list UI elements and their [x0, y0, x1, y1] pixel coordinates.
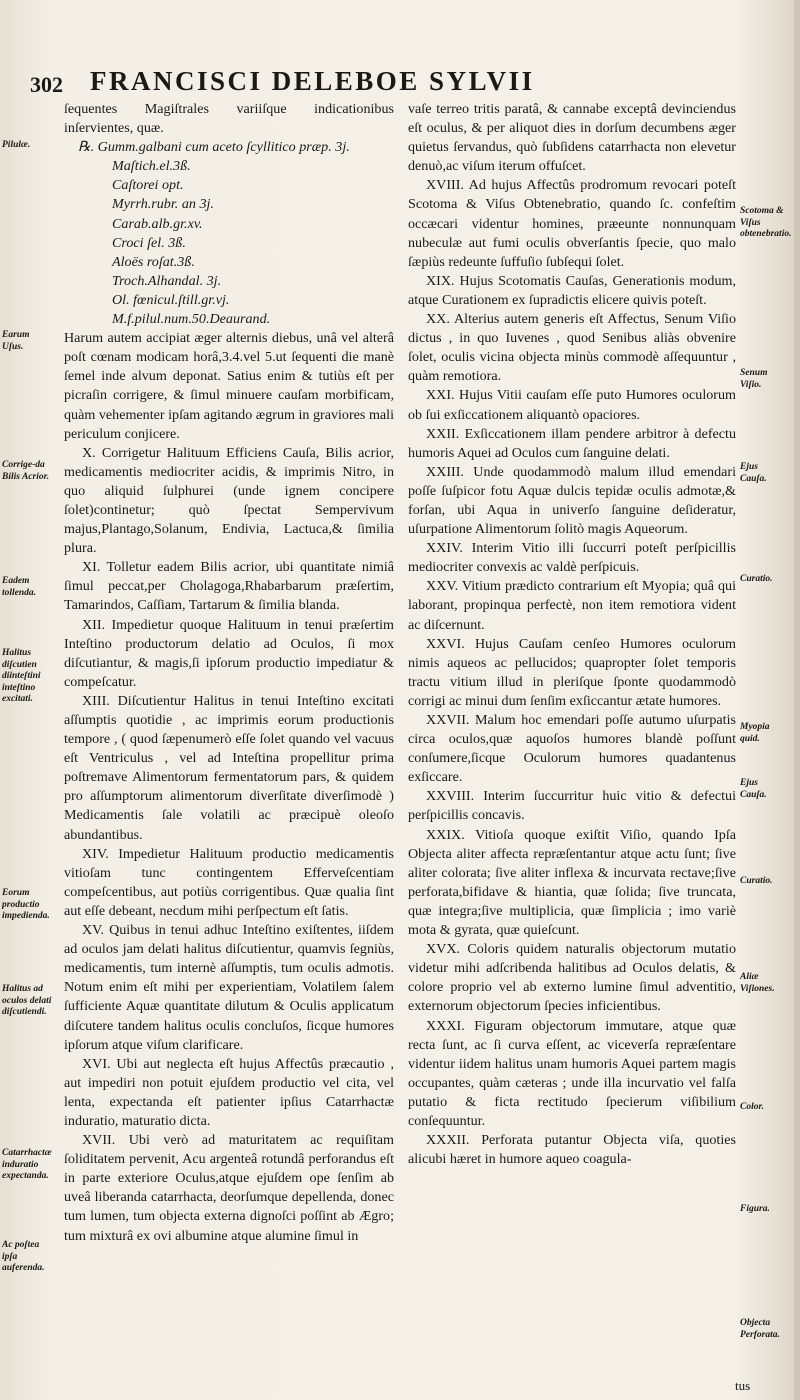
paragraph-xxiii: XXIII. Unde quodammodò malum illud emendari poſſe ſuſpicor fotu Aquæ dulcis tepidæ oculis admotæ,& forſan, ubi Aqua in univerſo ſanguine deſideratur, uſurpatione Alimentorum ſolitò magis Aqueorum.	[408, 463, 736, 538]
catchword: tus	[735, 1378, 751, 1393]
paragraph-xxi: XXI. Hujus Vitii cauſam eſſe puto Humores oculorum ob ſui exſiccationem aliquantò opaciores.	[408, 387, 736, 423]
paragraph-xviii: XVIII. Ad hujus Affectûs prodromum revocari poteſt Scotoma & Viſus Obtenebratio, quando ſc. confeſtim occæcari videntur homines, præeunte nonnunquam nubeculæ aut fumi oculis obverſantis ſpecie, quo malo ſæpiùs redeunte ſuffuſio ſubſequi ſolet.	[408, 177, 736, 270]
margin-note-catarrhactae-induratio: Catarrhactæ induratio expectanda.	[2, 1148, 52, 1181]
recipe-line: Aloës roſat.3ß.	[112, 253, 195, 270]
margin-note-figura: Figura.	[740, 1204, 770, 1214]
margin-note-halitus-discutiendi: Halitus diſcutien diinteſtini inteſtino excitati.	[2, 648, 41, 704]
recipe-line: Myrrh.rubr. an 3j.	[112, 196, 214, 213]
page-number: 302	[30, 72, 63, 97]
margin-note-curatio-2: Curatio.	[740, 876, 773, 886]
margin-note-senum-visio: Senum Viſio.	[740, 368, 768, 390]
paragraph-xv: XV. Quibus in tenui adhuc Inteſtino exiſtentes, iiſdem ad oculos jam delati halitus diſcutientur, quamvis ſegniùs, medicamentis, tum internè aſſumptis, tum oculis admotis. Notum enim eſt mihi per experientiam, Volatilem ſalem ſufficiente Aquæ quantitate dilutum & Oculis applicatum diſcutere tandem halitus oculis concluſos, ſicque humores ipſorum atque viſum clarificare.	[64, 922, 394, 1053]
paragraph-xi: XI. Tolletur eadem Bilis acrior, ubi quantitate nimiâ ſimul peccat,per Cholagoga,Rhabarbarum præſertim, Tamarindos, Caſſiam, Tartarum & ſimilia blanda.	[64, 559, 394, 614]
margin-note-ejus-causa-1: Ejus Cauſa.	[740, 462, 767, 484]
margin-note-earum-usus: Earum Uſus.	[2, 330, 30, 352]
paragraph-xvii: XVII. Ubi verò ad maturitatem ac requiſitam ſoliditatem pervenit, Acu argenteâ rotundâ perforandus eſt in parte exteriore Oculus,atque ejuſdem ope ſenſim ab uveâ liberanda catarrhacta, deorſumque depellenda, donec tum lumen, tum objecta externa dignoſci poſſint ab Ægro; tum mixturâ ex ovi albumine atque alumine ſimul in	[64, 1132, 394, 1244]
recipe-line: M.f.pilul.num.50.Deaurand.	[112, 311, 271, 328]
margin-note-ejus-causa-2: Ejus Cauſa.	[740, 778, 767, 800]
recipe-line: Troch.Alhandal. 3j.	[112, 272, 222, 289]
margin-note-pilulae: Pilulæ.	[2, 140, 31, 150]
paragraph: Harum autem accipiat æger alternis diebus, unâ vel alterâ poſt cœnam modicam horâ,3.4.vel 5.ut ſequenti die manè ſemel inde alvum deponat. Satius enim & tutiùs eſt per picraſin corrigere, & ſimul minuere cauſam morbificam, quàm vehementer ipſam agitando ægrum in graviores mali periculum conjicere.	[64, 330, 394, 442]
margin-note-eadem-tollenda: Eadem tollenda.	[2, 576, 37, 598]
margin-note-color: Color.	[740, 1102, 765, 1112]
margin-note-corrigenda-bilis: Corrige-da Bilis Acrior.	[2, 460, 50, 482]
paragraph-xiv: XIV. Impedietur Halituum productio medicamentis vitioſam tunc contingentem Efferveſcentiam compeſcentibus, aut potiùs corrigentibus. Quæ qualia ſint aut eſſe debeant, necdum mihi perſpectum eſt ſatis.	[64, 845, 394, 919]
page-edge-shadow	[794, 0, 800, 1400]
paragraph-xxix: XXIX. Vitioſa quoque exiſtit Viſio, quando Ipſa Objecta aliter affecta repræſentantur atque actu ſunt; ſive aliter colorata; ſive aliter inflexa & incurvata rectave;ſive perforata,bifidave & hiantia, quæ ſolida; ſive truncata, quæ integra;ſive multiplicia, quæ ſimplicia ; imo variè mota & gyrata, quæ quieſcunt.	[408, 826, 736, 939]
recipe-line: ℞. Gumm.galbani cum aceto ſcyllitico præp. 3j.	[78, 139, 350, 156]
paragraph-xii: XII. Impedietur quoque Halituum in tenui præſertim Inteſtino productorum delatio ad Oculos, ſi mox diſcutiantur, & magis,ſi ipſorum productio impediatur & compeſcatur.	[64, 616, 394, 690]
paragraph-xiii: XIII. Diſcutientur Halitus in tenui Inteſtino excitati aſſumptis quotidie , ac imprimis eorum productionis tempore , ( quod ſæpenumerò eſſe ſolet quando vel vacuus eſt Ventriculus , vel ad Inteſtina propellitur prima poſtremave Alimentorum fermentatorum pars, & quidem pro aſſumptorum alimentorum diverſitate diverſimodè ) Medicamentis ſale volatili ac præcipuè oleoſo abundantibus.	[64, 692, 394, 843]
margin-note-myopia: Myopia quid.	[740, 722, 770, 744]
margin-note-halitus-delati: Halitus ad oculos delati diſcutiendi.	[2, 984, 52, 1017]
recipe-line: Maſtich.el.3ß.	[112, 158, 191, 175]
left-column	[64, 100, 394, 1246]
paragraph-xxxii: XXXII. Perforata putantur Objecta viſa, quoties alicubi hæret in humore aqueo coagula-	[408, 1132, 736, 1168]
paragraph-xxx: XVX. Coloris quidem naturalis objectorum mutatio videtur mihi adſcribenda halitibus ad Oculos delatis, & colore proprio vel ab externo lumine ſimul adventitio, externorum objectorum ſpecies inficientibus.	[408, 941, 736, 1015]
paragraph-xxiv: XXIV. Interim Vitio illi ſuccurri poteſt perſpicillis mediocriter convexis ac valdè perſpicuis.	[408, 540, 736, 576]
recipe-line: Ol. fœnicul.ſtill.gr.vj.	[112, 291, 230, 308]
margin-note-productio-impedienda: Eorum productio impedienda.	[2, 888, 50, 921]
paragraph-xxxi: XXXI. Figuram objectorum immutare, atque quæ recta ſunt, ac ſi curva eſſent, ac viceverſa repræſentare videntur iidem halitus unam humoris Aquei partem magis occupantes, quàm cæteras ; unde illa incurvatio vel falſa putatio & ficta rectitudo ſpecierum viſibilium conſequuntur.	[408, 1017, 736, 1129]
paragraph-xvi: XVI. Ubi aut neglecta eſt hujus Affectûs præcautio , aut impediri non potuit ejuſdem productio vel cita, vel lenta, expectanda eſt patienter ipſius Catarrhactæ induratio, maturatio dicta.	[64, 1055, 394, 1129]
margin-note-auferenda: Ac poſtea ipſa auferenda.	[2, 1240, 45, 1273]
margin-note-aliae-visiones: Aliæ Viſiones.	[740, 972, 775, 994]
paragraph-xxvii: XXVII. Malum hoc emendari poſſe autumo uſurpatis circa oculos,quæ aquoſos humores blandè poſſunt conſumere,ſicque Oculorum humores quadantenus exſiccare.	[408, 712, 736, 786]
paragraph-xxviii: XXVIII. Interim ſuccurritur huic vitio & defectui perſpicillis concavis.	[408, 788, 736, 824]
paragraph-xix: XIX. Hujus Scotomatis Cauſas, Generationis modum, atque Curationem ex ſupradictis elicere quivis poteſt.	[408, 272, 736, 308]
paragraph-xxvi: XXVI. Hujus Cauſam cenſeo Humores oculorum nimis aqueos ac pellucidos; quapropter ſolet temporis tractu vitium illud in pleriſque ſponte quodammodò corrigi ac minui dum ſenſim exſiccantur ætate humores.	[408, 635, 736, 709]
recipe-line: Caſtorei opt.	[112, 177, 184, 194]
paragraph-xxv: XXV. Vitium prædicto contrarium eſt Myopia; quâ qui laborant, propinqua perfectè, non item remotiora vident ac diſcernunt.	[408, 578, 736, 633]
paragraph-continued: vaſe terreo tritis paratâ, & cannabe exceptâ devinciendus eſt oculus, & per aliquot dies in dorſum decumbens æger quietus ſervandus, quò ſubſidens catarrhacta non elevetur denuò,ac viſum iterum offuſcet.	[408, 101, 736, 175]
paragraph-xxii: XXII. Exſiccationem illam pendere arbitror à defectu humoris Aquei ad Oculos cum ſanguine delati.	[408, 425, 736, 461]
paragraph-xx: XX. Alterius autem generis eſt Affectus, Senum Viſio dictus , in quo Iuvenes , quod Senibus aliàs obvenire ſolet, oculis vicina objecta minùs commodè aſſequuntur , quàm remotiora.	[408, 311, 736, 385]
recipe-block	[64, 138, 394, 329]
right-column	[408, 100, 736, 1169]
margin-note-objecta-perforata: Objecta Perforata.	[740, 1318, 780, 1340]
running-head: FRANCISCI DELEBOE SYLVII	[90, 66, 535, 96]
margin-note-scotoma: Scotoma & Viſus obtenebratio.	[740, 206, 792, 239]
margin-note-curatio-1: Curatio.	[740, 574, 773, 584]
paragraph-x: X. Corrigetur Halituum Efficiens Cauſa, Bilis acrior, medicamentis mediocriter acidis, & imprimis Nitro, in quo aliquid ſulphurei (unde ignem concipere ſolet)continetur; quò ſpectat Sempervivum majus,Plantago,Solanum, Endivia, Lactuca,& ſimilia plura.	[64, 444, 394, 557]
recipe-line: Carab.alb.gr.xv.	[112, 215, 203, 232]
recipe-line: Croci ſel. 3ß.	[112, 234, 186, 251]
intro-paragraph: ſequentes Magiſtrales variiſque indicationibus inſervientes, quæ.	[64, 101, 394, 137]
